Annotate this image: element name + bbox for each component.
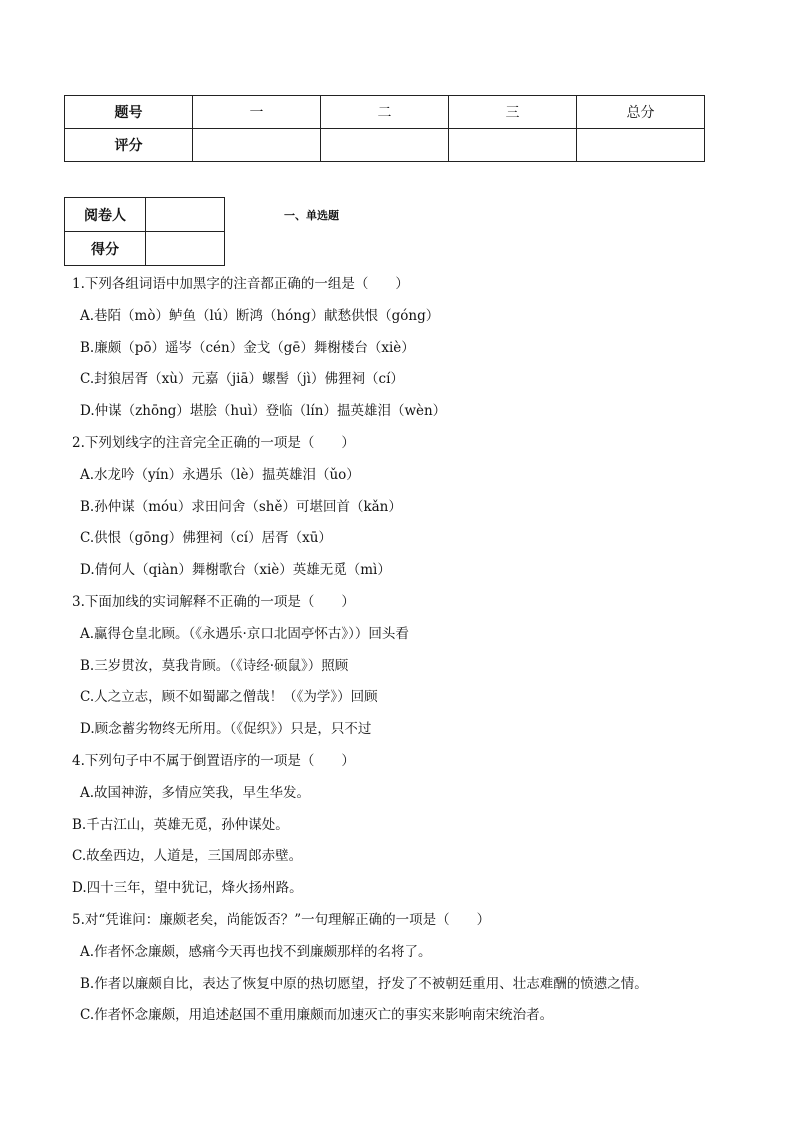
score-cell[interactable]: [321, 129, 449, 162]
answer-option: A.巷陌（mò）鲈鱼（lú）断鸿（hóng）献愁供恨（góng）: [80, 307, 440, 324]
answer-option: B.廉颇（pō）遥岑（cén）金戈（gē）舞榭楼台（xiè）: [80, 339, 415, 356]
answer-option: A.赢得仓皇北顾。（《永遇乐·京口北固亭怀古》））回头看: [80, 625, 409, 642]
answer-option: C.故垒西边，人道是，三国周郎赤壁。: [72, 848, 303, 865]
score-cell[interactable]: [577, 129, 705, 162]
answer-option: D.顾念蓄劣物终无所用。（《促织》）只是，只不过: [80, 721, 372, 738]
answer-option: A.水龙吟（yín）永遇乐（lè）揾英雄泪（ǔo）: [80, 466, 360, 483]
answer-option: C.人之立志，顾不如蜀鄙之僧哉！（《为学》）回顾: [80, 689, 378, 706]
score-label: 得分: [65, 232, 146, 266]
score-cell[interactable]: [193, 129, 321, 162]
score-table-score-row: [65, 129, 705, 162]
score-cell[interactable]: [449, 129, 577, 162]
answer-option: B.孙仲谋（móu）求田问舍（shě）可堪回首（kǎn）: [80, 498, 402, 515]
answer-option: B.千古江山，英雄无觅，孙仲谋处。: [72, 816, 289, 833]
answer-option: C.封狼居胥（xù）元嘉（jiā）螺髻（jì）佛狸祠（cí）: [80, 371, 404, 388]
score-header-cell: 三: [449, 96, 577, 129]
answer-option: B.作者以廉颇自比，表达了恢复中原的热切愿望，抒发了不被朝廷重用、壮志难酬的愤懑之情。: [80, 975, 648, 992]
answer-option: D.四十三年，望中犹记，烽火扬州路。: [72, 880, 303, 897]
score-table: [64, 95, 705, 162]
question-stem: 4.下列句子中不属于倒置语序的一项是（ ）: [72, 752, 355, 769]
reader-label: 阅卷人: [65, 198, 146, 232]
grader-box: [64, 197, 225, 266]
answer-option: D.倩何人（qiàn）舞榭歌台（xiè）英雄无觅（mì）: [80, 562, 391, 579]
question-stem: 3.下面加线的实词解释不正确的一项是（ ）: [72, 593, 355, 610]
answer-option: D.仲谋（zhōng）堪脍（huì）登临（lín）揾英雄泪（wèn）: [80, 403, 447, 420]
answer-option: C.作者怀念廉颇，用追述赵国不重用廉颇而加速灭亡的事实来影响南宋统治者。: [80, 1007, 554, 1024]
reader-cell[interactable]: [146, 198, 225, 232]
answer-option: B.三岁贯汝，莫我肯顾。（《诗经·硕鼠》）照顾: [80, 657, 349, 674]
section-title: 一、单选题: [284, 209, 339, 222]
score-header-cell: 二: [321, 96, 449, 129]
question-stem: 2.下列划线字的注音完全正确的一项是（ ）: [72, 434, 355, 451]
question-stem: 1.下列各组词语中加黑字的注音都正确的一组是（ ）: [72, 276, 409, 292]
question-list: [72, 272, 762, 1035]
score-row-label: 评分: [65, 129, 193, 162]
score-header-cell: 总分: [577, 96, 705, 129]
answer-option: A.作者怀念廉颇，感痛今天再也找不到廉颇那样的名将了。: [80, 943, 432, 960]
answer-option: C.供恨（gōng）佛狸祠（cí）居胥（xū）: [80, 530, 332, 547]
score-header-cell: 一: [193, 96, 321, 129]
score-table-header-row: [65, 96, 705, 129]
grader-score-cell[interactable]: [146, 232, 225, 266]
score-header-cell: 题号: [65, 96, 193, 129]
question-stem: 5.对“凭谁问：廉颇老矣，尚能饭否？”一句理解正确的一项是（ ）: [72, 911, 491, 928]
answer-option: A.故国神游，多情应笑我，早生华发。: [80, 784, 311, 801]
